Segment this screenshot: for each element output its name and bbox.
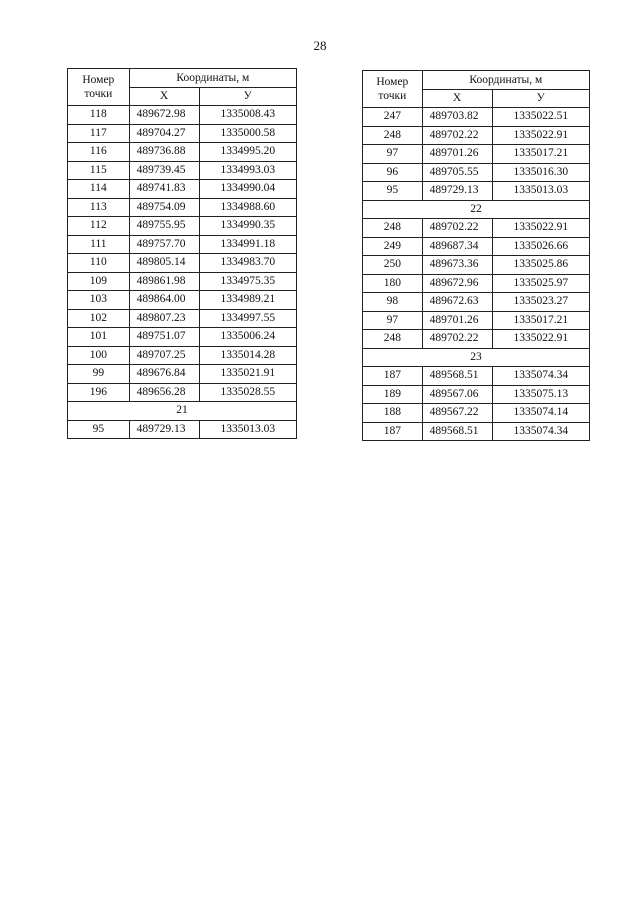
x-coordinate-cell: 489672.96 bbox=[422, 274, 492, 293]
table-row bbox=[68, 198, 297, 217]
section-label: 21 bbox=[68, 402, 297, 421]
x-coordinate-cell: 489754.09 bbox=[129, 198, 199, 217]
point-number-cell: 117 bbox=[68, 124, 130, 143]
x-header: X bbox=[422, 89, 492, 108]
y-coordinate-cell: 1334993.03 bbox=[199, 161, 297, 180]
table-row bbox=[68, 365, 297, 384]
point-number-cell: 102 bbox=[68, 309, 130, 328]
table-row bbox=[363, 182, 590, 201]
table-row bbox=[68, 217, 297, 236]
point-number-cell: 103 bbox=[68, 291, 130, 310]
table-row bbox=[68, 309, 297, 328]
table-row bbox=[68, 180, 297, 199]
table-row bbox=[363, 108, 590, 127]
page-number: 28 bbox=[313, 38, 327, 53]
table-row bbox=[68, 291, 297, 310]
table-row bbox=[68, 161, 297, 180]
y-coordinate-cell: 1335074.34 bbox=[492, 367, 590, 386]
y-header: У bbox=[199, 87, 297, 106]
y-coordinate-cell: 1335017.21 bbox=[492, 311, 590, 330]
x-coordinate-cell: 489702.22 bbox=[422, 219, 492, 238]
x-coordinate-cell: 489656.28 bbox=[129, 383, 199, 402]
point-number-cell: 188 bbox=[363, 404, 423, 423]
point-number-header bbox=[363, 71, 423, 108]
table-row bbox=[68, 328, 297, 347]
section-row bbox=[363, 348, 590, 367]
x-coordinate-cell: 489864.00 bbox=[129, 291, 199, 310]
y-coordinate-cell: 1335022.91 bbox=[492, 330, 590, 349]
y-coordinate-cell: 1334975.35 bbox=[199, 272, 297, 291]
x-coordinate-cell: 489568.51 bbox=[422, 367, 492, 386]
table-row bbox=[68, 124, 297, 143]
table-row bbox=[363, 311, 590, 330]
table-row bbox=[363, 163, 590, 182]
table-row bbox=[363, 330, 590, 349]
x-coordinate-cell: 489701.26 bbox=[422, 311, 492, 330]
point-number-cell: 95 bbox=[68, 420, 130, 439]
point-number-header-line1: Номер bbox=[376, 76, 409, 88]
point-number-header-line2: точки bbox=[378, 90, 407, 102]
point-number-cell: 247 bbox=[363, 108, 423, 127]
point-number-cell: 97 bbox=[363, 311, 423, 330]
x-coordinate-cell: 489701.26 bbox=[422, 145, 492, 164]
y-coordinate-cell: 1335021.91 bbox=[199, 365, 297, 384]
point-number-cell: 96 bbox=[363, 163, 423, 182]
y-coordinate-cell: 1334991.18 bbox=[199, 235, 297, 254]
y-coordinate-cell: 1335000.58 bbox=[199, 124, 297, 143]
table-body bbox=[68, 106, 297, 439]
table-row bbox=[68, 254, 297, 273]
point-number-cell: 248 bbox=[363, 126, 423, 145]
x-coordinate-cell: 489757.70 bbox=[129, 235, 199, 254]
point-number-cell: 114 bbox=[68, 180, 130, 199]
coordinates-table-left bbox=[67, 68, 297, 439]
y-coordinate-cell: 1335016.30 bbox=[492, 163, 590, 182]
y-coordinate-cell: 1335006.24 bbox=[199, 328, 297, 347]
table-row bbox=[363, 237, 590, 256]
y-coordinate-cell: 1334990.35 bbox=[199, 217, 297, 236]
y-coordinate-cell: 1335013.03 bbox=[492, 182, 590, 201]
point-number-cell: 248 bbox=[363, 219, 423, 238]
x-coordinate-cell: 489739.45 bbox=[129, 161, 199, 180]
y-coordinate-cell: 1335075.13 bbox=[492, 385, 590, 404]
point-number-cell: 101 bbox=[68, 328, 130, 347]
point-number-cell: 189 bbox=[363, 385, 423, 404]
x-coordinate-cell: 489755.95 bbox=[129, 217, 199, 236]
point-number-cell: 118 bbox=[68, 106, 130, 125]
x-coordinate-cell: 489567.22 bbox=[422, 404, 492, 423]
x-coordinate-cell: 489676.84 bbox=[129, 365, 199, 384]
y-coordinate-cell: 1335026.66 bbox=[492, 237, 590, 256]
x-coordinate-cell: 489673.36 bbox=[422, 256, 492, 275]
table-row bbox=[363, 256, 590, 275]
point-number-cell: 187 bbox=[363, 367, 423, 386]
point-number-cell: 112 bbox=[68, 217, 130, 236]
x-coordinate-cell: 489704.27 bbox=[129, 124, 199, 143]
coordinates-table-right bbox=[362, 70, 590, 441]
x-coordinate-cell: 489702.22 bbox=[422, 126, 492, 145]
point-number-cell: 110 bbox=[68, 254, 130, 273]
table-body bbox=[363, 108, 590, 441]
point-number-cell: 99 bbox=[68, 365, 130, 384]
x-coordinate-cell: 489805.14 bbox=[129, 254, 199, 273]
point-number-cell: 115 bbox=[68, 161, 130, 180]
table-row bbox=[68, 106, 297, 125]
table-row bbox=[68, 272, 297, 291]
point-number-cell: 97 bbox=[363, 145, 423, 164]
table-row bbox=[363, 219, 590, 238]
x-coordinate-cell: 489729.13 bbox=[422, 182, 492, 201]
point-number-cell: 180 bbox=[363, 274, 423, 293]
point-number-cell: 187 bbox=[363, 422, 423, 441]
y-coordinate-cell: 1335017.21 bbox=[492, 145, 590, 164]
table-row bbox=[68, 346, 297, 365]
point-number-header bbox=[68, 69, 130, 106]
coordinates-header: Координаты, м bbox=[129, 69, 296, 88]
x-coordinate-cell: 489567.06 bbox=[422, 385, 492, 404]
x-coordinate-cell: 489741.83 bbox=[129, 180, 199, 199]
y-coordinate-cell: 1334989.21 bbox=[199, 291, 297, 310]
x-coordinate-cell: 489736.88 bbox=[129, 143, 199, 162]
point-number-cell: 100 bbox=[68, 346, 130, 365]
point-number-cell: 248 bbox=[363, 330, 423, 349]
section-row bbox=[68, 402, 297, 421]
y-coordinate-cell: 1334997.55 bbox=[199, 309, 297, 328]
point-number-cell: 111 bbox=[68, 235, 130, 254]
table-row bbox=[363, 404, 590, 423]
y-coordinate-cell: 1335074.14 bbox=[492, 404, 590, 423]
y-coordinate-cell: 1335023.27 bbox=[492, 293, 590, 312]
section-row bbox=[363, 200, 590, 219]
table-row bbox=[363, 274, 590, 293]
point-number-header-line2: точки bbox=[84, 88, 113, 100]
point-number-cell: 98 bbox=[363, 293, 423, 312]
section-label: 22 bbox=[363, 200, 590, 219]
table-row bbox=[68, 420, 297, 439]
table-row bbox=[363, 385, 590, 404]
x-coordinate-cell: 489861.98 bbox=[129, 272, 199, 291]
y-coordinate-cell: 1335025.97 bbox=[492, 274, 590, 293]
section-label: 23 bbox=[363, 348, 590, 367]
x-header: X bbox=[129, 87, 199, 106]
table-row bbox=[363, 145, 590, 164]
x-coordinate-cell: 489705.55 bbox=[422, 163, 492, 182]
x-coordinate-cell: 489707.25 bbox=[129, 346, 199, 365]
point-number-cell: 196 bbox=[68, 383, 130, 402]
x-coordinate-cell: 489703.82 bbox=[422, 108, 492, 127]
x-coordinate-cell: 489687.34 bbox=[422, 237, 492, 256]
table-row bbox=[68, 143, 297, 162]
table-row bbox=[363, 367, 590, 386]
y-coordinate-cell: 1334988.60 bbox=[199, 198, 297, 217]
y-coordinate-cell: 1335014.28 bbox=[199, 346, 297, 365]
x-coordinate-cell: 489672.63 bbox=[422, 293, 492, 312]
table-header bbox=[68, 69, 297, 106]
coordinates-header: Координаты, м bbox=[422, 71, 589, 90]
y-coordinate-cell: 1335074.34 bbox=[492, 422, 590, 441]
y-coordinate-cell: 1335025.86 bbox=[492, 256, 590, 275]
table-row bbox=[68, 235, 297, 254]
x-coordinate-cell: 489751.07 bbox=[129, 328, 199, 347]
y-coordinate-cell: 1334983.70 bbox=[199, 254, 297, 273]
table-header bbox=[363, 71, 590, 108]
y-coordinate-cell: 1335028.55 bbox=[199, 383, 297, 402]
y-coordinate-cell: 1335013.03 bbox=[199, 420, 297, 439]
x-coordinate-cell: 489568.51 bbox=[422, 422, 492, 441]
table-row bbox=[363, 293, 590, 312]
y-coordinate-cell: 1334990.04 bbox=[199, 180, 297, 199]
x-coordinate-cell: 489672.98 bbox=[129, 106, 199, 125]
point-number-cell: 109 bbox=[68, 272, 130, 291]
y-coordinate-cell: 1335022.91 bbox=[492, 126, 590, 145]
point-number-cell: 116 bbox=[68, 143, 130, 162]
point-number-cell: 113 bbox=[68, 198, 130, 217]
point-number-header-line1: Номер bbox=[82, 74, 115, 86]
point-number-cell: 250 bbox=[363, 256, 423, 275]
y-coordinate-cell: 1334995.20 bbox=[199, 143, 297, 162]
x-coordinate-cell: 489807.23 bbox=[129, 309, 199, 328]
x-coordinate-cell: 489702.22 bbox=[422, 330, 492, 349]
y-header: У bbox=[492, 89, 590, 108]
table-row bbox=[363, 422, 590, 441]
table-row bbox=[363, 126, 590, 145]
y-coordinate-cell: 1335008.43 bbox=[199, 106, 297, 125]
y-coordinate-cell: 1335022.51 bbox=[492, 108, 590, 127]
point-number-cell: 95 bbox=[363, 182, 423, 201]
table-row bbox=[68, 383, 297, 402]
point-number-cell: 249 bbox=[363, 237, 423, 256]
y-coordinate-cell: 1335022.91 bbox=[492, 219, 590, 238]
x-coordinate-cell: 489729.13 bbox=[129, 420, 199, 439]
